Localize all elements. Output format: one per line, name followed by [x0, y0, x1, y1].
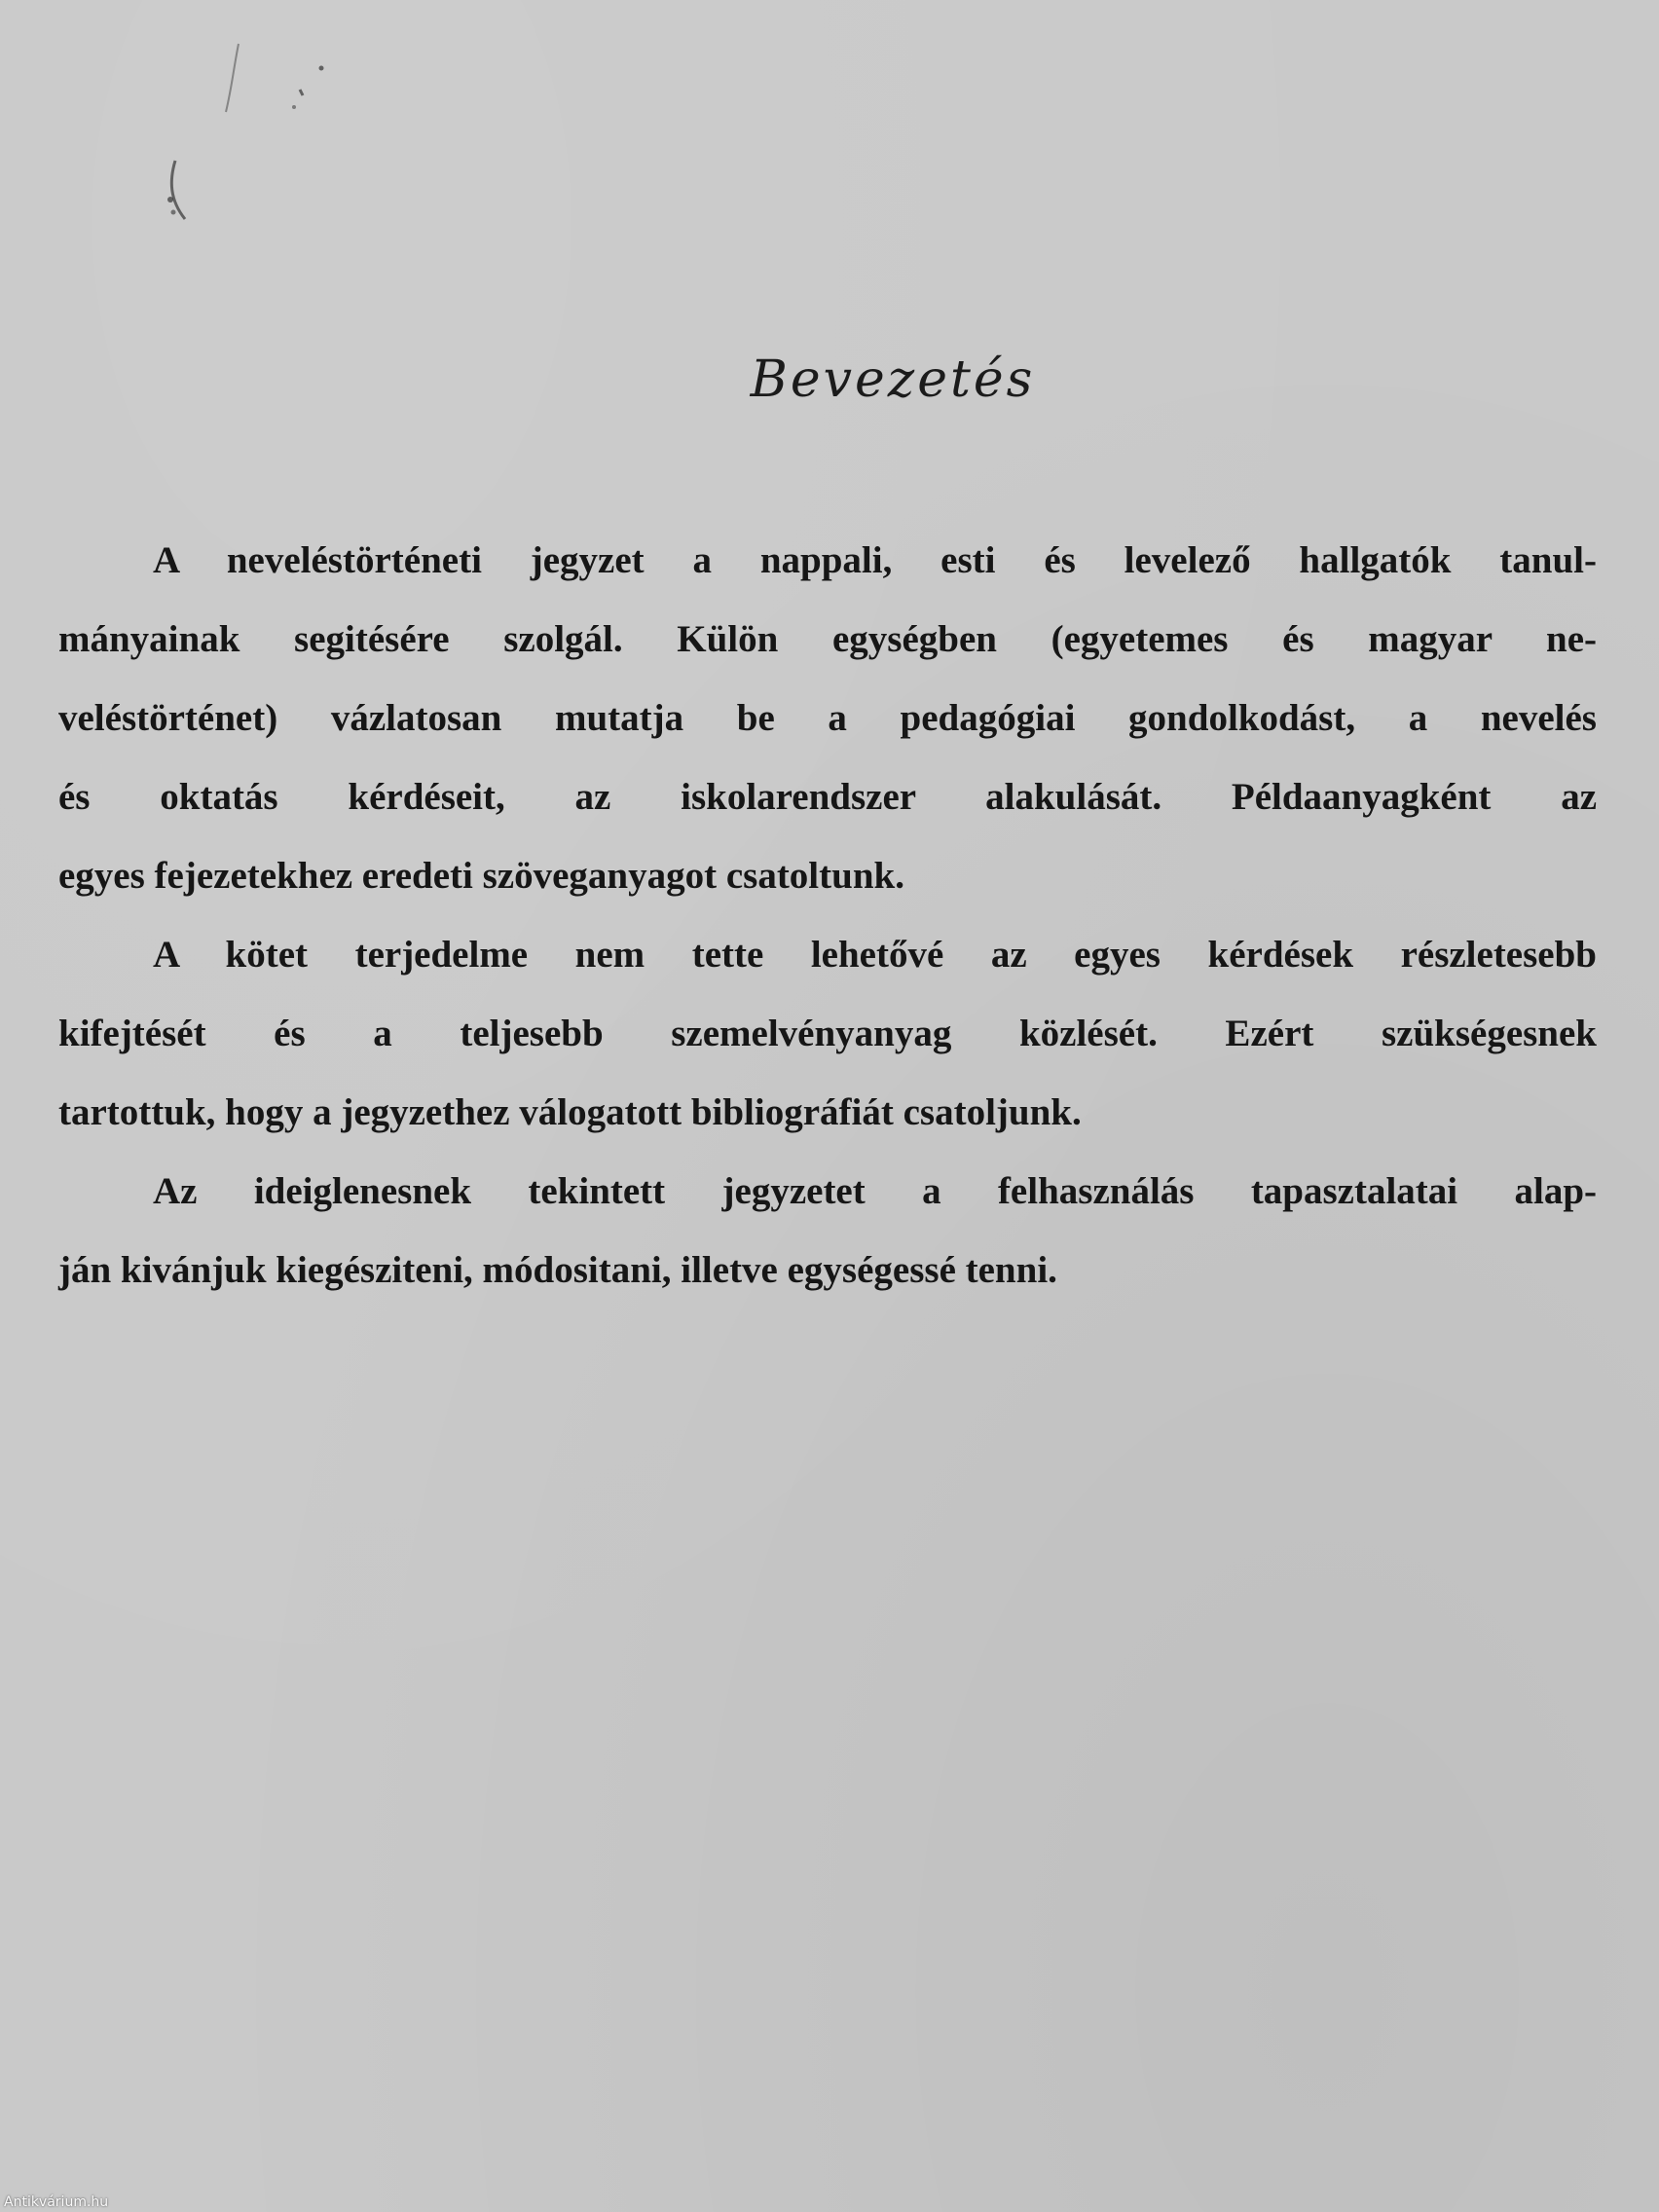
text-line: Az ideiglenesnek tekintett jegyzetet a felhasználás tapasztalatai alap- — [153, 1170, 1597, 1212]
text-line: ján kivánjuk kiegésziteni, módositani, illetve egységessé tenni. — [58, 1249, 1057, 1291]
text-line: A neveléstörténeti jegyzet a nappali, esti és levelező hallgatók tanul- — [153, 539, 1597, 581]
text-line: veléstörténet) vázlatosan mutatja be a pedagógiai gondolkodást, a nevelés — [58, 697, 1597, 739]
pen-marks — [146, 29, 360, 243]
text-line: és oktatás kérdéseit, az iskolarendszer alakulását. Példaanyagként az — [58, 776, 1597, 818]
text-line: tartottuk, hogy a jegyzethez válogatott bibliográfiát csatoljunk. — [58, 1091, 1082, 1133]
text-line: mányainak segitésére szolgál. Külön egységben (egyetemes és magyar ne- — [58, 618, 1597, 660]
text-line: A kötet terjedelme nem tette lehetővé az egyes kérdések részletesebb — [153, 934, 1597, 976]
page-title: Bevezetés — [750, 350, 1036, 409]
text-line: kifejtését és a teljesebb szemelvényanyag közlését. Ezért szükségesnek — [58, 1013, 1597, 1054]
paragraph-1 — [58, 521, 1597, 915]
body-text — [58, 521, 1597, 1309]
text-line: egyes fejezetekhez eredeti szöveganyagot csatoltunk. — [58, 855, 904, 897]
paragraph-2 — [58, 915, 1597, 1152]
paragraph-3 — [58, 1152, 1597, 1309]
watermark: Antikvárium.hu — [4, 2194, 109, 2210]
